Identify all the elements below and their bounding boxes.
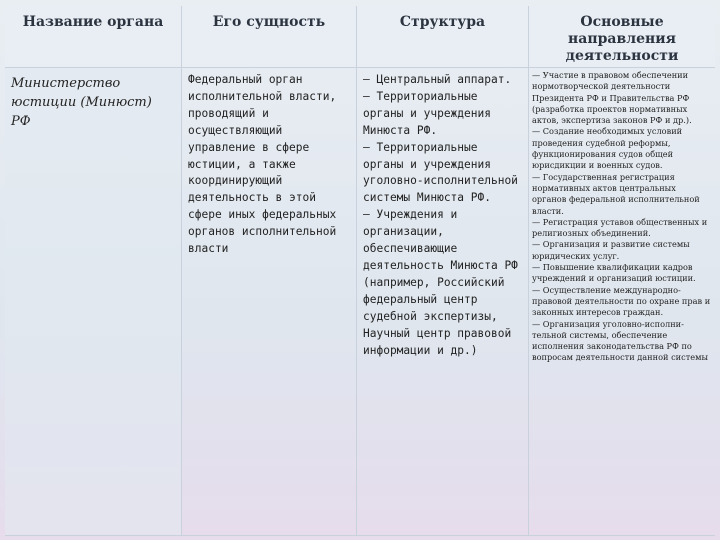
organ-name: Министерство юстиции (Минюст) РФ [11, 76, 152, 129]
header-structure [357, 6, 529, 68]
comparison-table [5, 6, 715, 536]
essence-cell [182, 68, 357, 536]
direction-item: — Регистрация уставов общественных и религиозных объединений. [532, 216, 710, 239]
direction-item: — Организация и развитие системы юридических услуг. [532, 239, 693, 261]
organ-cell [5, 68, 182, 536]
direction-item: — Повышение квалификации кадров учреждений и организаций юстиции. [532, 262, 696, 284]
directions-cell [529, 68, 715, 536]
header-name [5, 6, 182, 68]
structure-text: — Центральный аппарат. — Территориальные органы и учреждения Минюста РФ. — Территориальные органы и учреждения уголовно-исполнительной системы Минюста РФ. — Учреждения и организации, обеспечивающие деятельность Минюста РФ (например, Российский федеральный центр судебной экспертизы, Научный центр правовой информации и др.) [363, 73, 518, 357]
direction-item: — Организация уголовно-исполни-тельной системы, обеспечение исполнения законодательства РФ по вопросам деятельности данной системы [532, 318, 708, 363]
direction-item: — Государственная регистрация нормативных актов центральных органов федеральной исполнительной власти. [532, 171, 703, 216]
direction-item: — Участие в правовом обеспечении нормотворческой деятельности Президента РФ и Правительства РФ (разработка проектов нормативных актов, экспертиза законов РФ и др.). [532, 70, 692, 126]
header-essence [182, 6, 357, 68]
structure-cell [357, 68, 529, 536]
direction-item: — Осуществление международно-правовой деятельности по охране прав и законных интересов граждан. [532, 284, 713, 318]
header-directions [529, 6, 715, 68]
direction-item: — Создание необходимых условий проведения судебной реформы, функционирования судов общей юрисдикции и военных судов. [532, 126, 685, 171]
header-essence-text: Его сущность [212, 14, 326, 30]
essence-text: Федеральный орган исполнительной власти, проводящий и осуществляющий управление в сфере юстиции, а также координирующий деятельность в этой сфере иных федеральных органов исполнительной власти [188, 73, 343, 256]
header-structure-text: Структура [399, 14, 486, 30]
header-directions-text: Основные направления деятельности [565, 14, 679, 64]
header-name-text: Название органа [22, 14, 164, 30]
